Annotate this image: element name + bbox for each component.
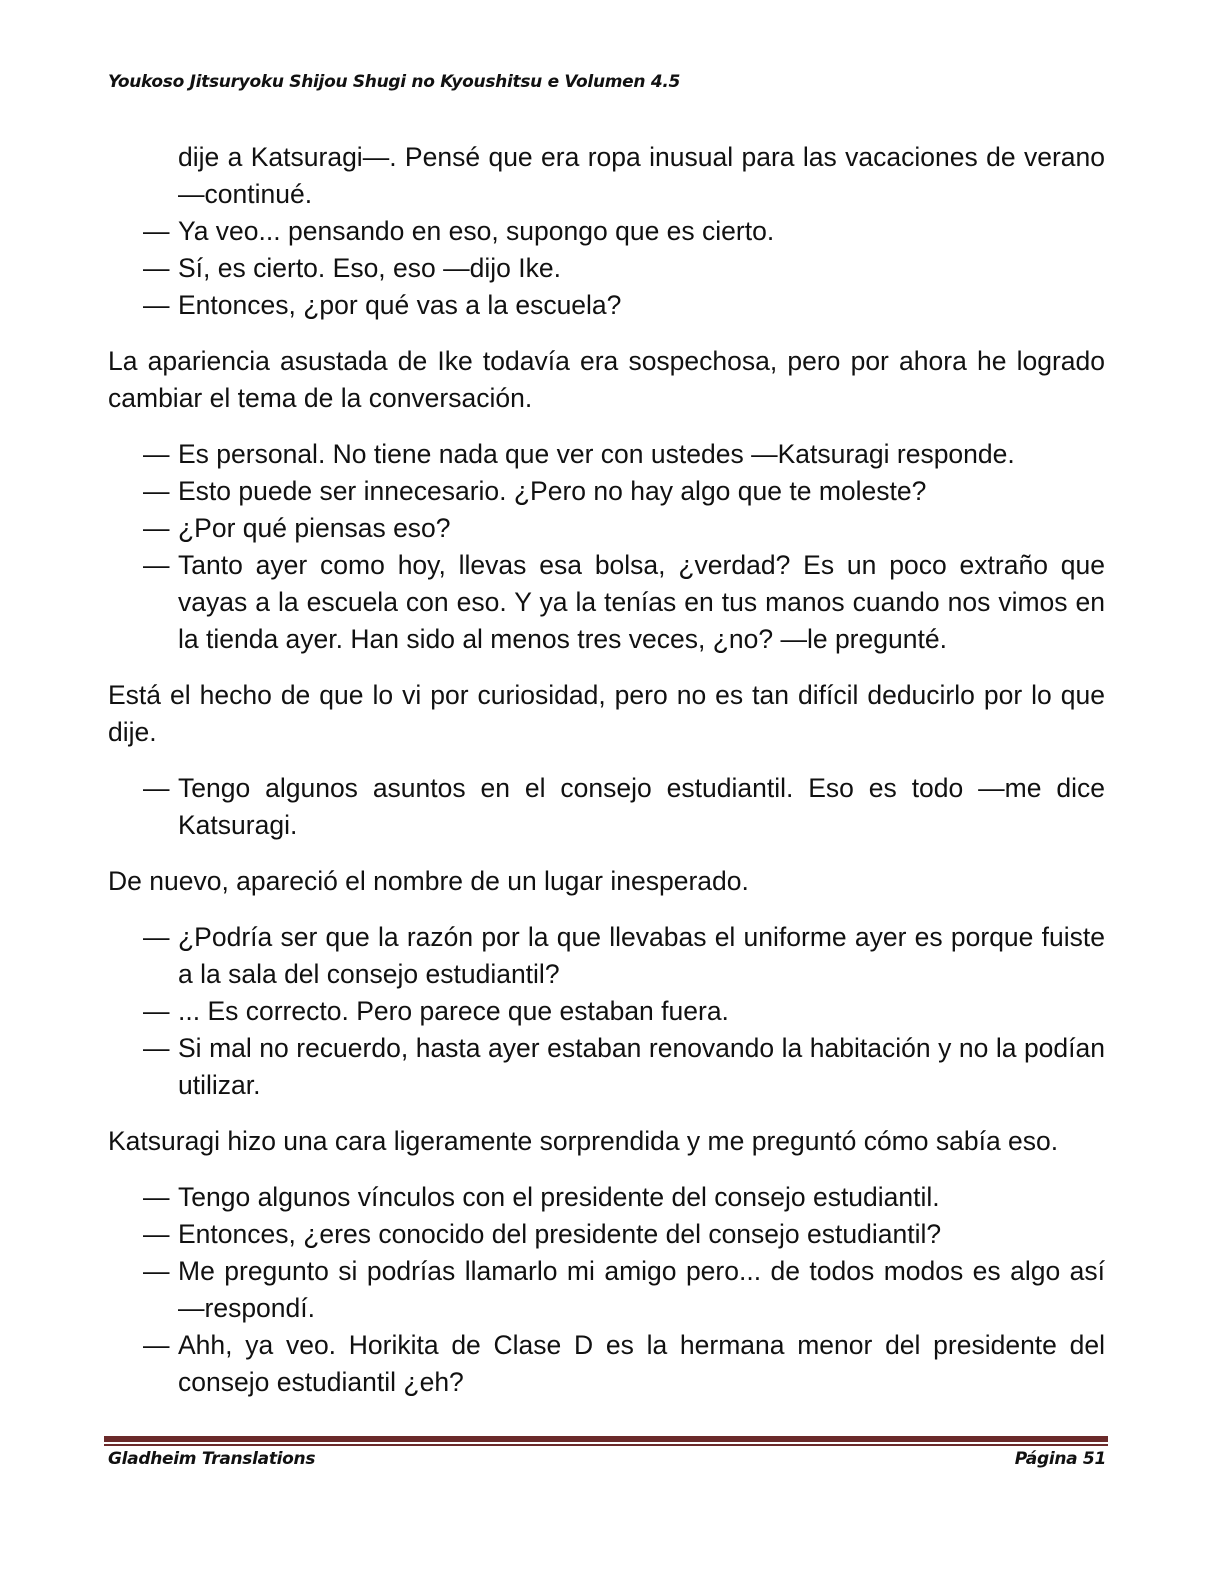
dialogue-line	[108, 1179, 1105, 1216]
dialogue-dash: —	[143, 550, 170, 580]
dialogue-block	[108, 919, 1105, 1104]
dialogue-text: Entonces, ¿por qué vas a la escuela?	[178, 290, 622, 320]
dialogue-block	[108, 436, 1105, 658]
dialogue-text: Tengo algunos asuntos en el consejo estudiantil. Eso es todo —me dice Katsuragi.	[178, 773, 1105, 840]
dialogue-line	[108, 1030, 1105, 1104]
dialogue-dash: —	[143, 439, 170, 469]
dialogue-line	[108, 1216, 1105, 1253]
dialogue-dash: —	[143, 290, 170, 320]
dialogue-text: Si mal no recuerdo, hasta ayer estaban renovando la habitación y no la podían utilizar.	[178, 1033, 1105, 1100]
dialogue-block	[108, 139, 1105, 324]
dialogue-line	[108, 436, 1105, 473]
dialogue-line	[108, 287, 1105, 324]
dialogue-dash: —	[143, 996, 170, 1026]
dialogue-text: dije a Katsuragi—. Pensé que era ropa inusual para las vacaciones de verano —continué.	[178, 142, 1105, 209]
dialogue-text: ... Es correcto. Pero parece que estaban fuera.	[178, 996, 729, 1026]
dialogue-dash: —	[143, 773, 170, 803]
dialogue-line	[108, 547, 1105, 658]
dialogue-line	[108, 1327, 1105, 1401]
dialogue-line	[108, 770, 1105, 844]
dialogue-line	[108, 919, 1105, 993]
narration-paragraph: Katsuragi hizo una cara ligeramente sorprendida y me preguntó cómo sabía eso.	[108, 1126, 1059, 1156]
dialogue-dash: —	[143, 1330, 170, 1360]
dialogue-dash: —	[143, 1256, 170, 1286]
dialogue-line	[108, 993, 1105, 1030]
dialogue-block	[108, 770, 1105, 844]
page-body	[108, 139, 1105, 1420]
narration-paragraph: Está el hecho de que lo vi por curiosidad, pero no es tan difícil deducirlo por lo que dije.	[108, 680, 1105, 747]
dialogue-dash: —	[143, 1182, 170, 1212]
dialogue-text: Es personal. No tiene nada que ver con ustedes —Katsuragi responde.	[178, 439, 1015, 469]
dialogue-line	[108, 250, 1105, 287]
dialogue-dash: —	[143, 216, 170, 246]
narration-paragraph: De nuevo, apareció el nombre de un lugar inesperado.	[108, 866, 749, 896]
dialogue-block	[108, 1179, 1105, 1401]
dialogue-dash: —	[143, 476, 170, 506]
dialogue-text: Sí, es cierto. Eso, eso —dijo Ike.	[178, 253, 561, 283]
dialogue-dash: —	[143, 1033, 170, 1063]
dialogue-dash: —	[143, 1219, 170, 1249]
dialogue-line	[108, 213, 1105, 250]
dialogue-text: ¿Por qué piensas eso?	[178, 513, 451, 543]
footer-translator: Gladheim Translations	[108, 1449, 316, 1469]
dialogue-line	[108, 1253, 1105, 1327]
footer-rule-thin	[104, 1444, 1108, 1446]
running-header: Youkoso Jitsuryoku Shijou Shugi no Kyoushitsu e Volumen 4.5	[108, 72, 681, 92]
dialogue-text: Me pregunto si podrías llamarlo mi amigo pero... de todos modos es algo así —respondí.	[178, 1256, 1105, 1323]
dialogue-dash: —	[143, 922, 170, 952]
dialogue-text: Ahh, ya veo. Horikita de Clase D es la hermana menor del presidente del consejo estudiantil ¿eh?	[178, 1330, 1105, 1397]
dialogue-text: Tengo algunos vínculos con el presidente del consejo estudiantil.	[178, 1182, 940, 1212]
dialogue-text: Tanto ayer como hoy, llevas esa bolsa, ¿verdad? Es un poco extraño que vayas a la escuela con eso. Y ya la tenías en tus manos cuando nos vimos en la tienda ayer. Han sido al menos tres veces, ¿no? —le pregunté.	[178, 550, 1105, 654]
page-number: Página 51	[1014, 1449, 1106, 1469]
dialogue-line	[108, 510, 1105, 547]
dialogue-text: ¿Podría ser que la razón por la que llevabas el uniforme ayer es porque fuiste a la sala del consejo estudiantil?	[178, 922, 1105, 989]
dialogue-dash: —	[143, 253, 170, 283]
dialogue-line	[108, 139, 1105, 213]
footer-rule	[104, 1436, 1108, 1442]
dialogue-text: Entonces, ¿eres conocido del presidente del consejo estudiantil?	[178, 1219, 942, 1249]
dialogue-dash: —	[143, 513, 170, 543]
dialogue-line	[108, 473, 1105, 510]
narration-paragraph: La apariencia asustada de Ike todavía era sospechosa, pero por ahora he logrado cambiar el tema de la conversación.	[108, 346, 1105, 413]
dialogue-text: Esto puede ser innecesario. ¿Pero no hay algo que te moleste?	[178, 476, 927, 506]
dialogue-text: Ya veo... pensando en eso, supongo que es cierto.	[178, 216, 775, 246]
